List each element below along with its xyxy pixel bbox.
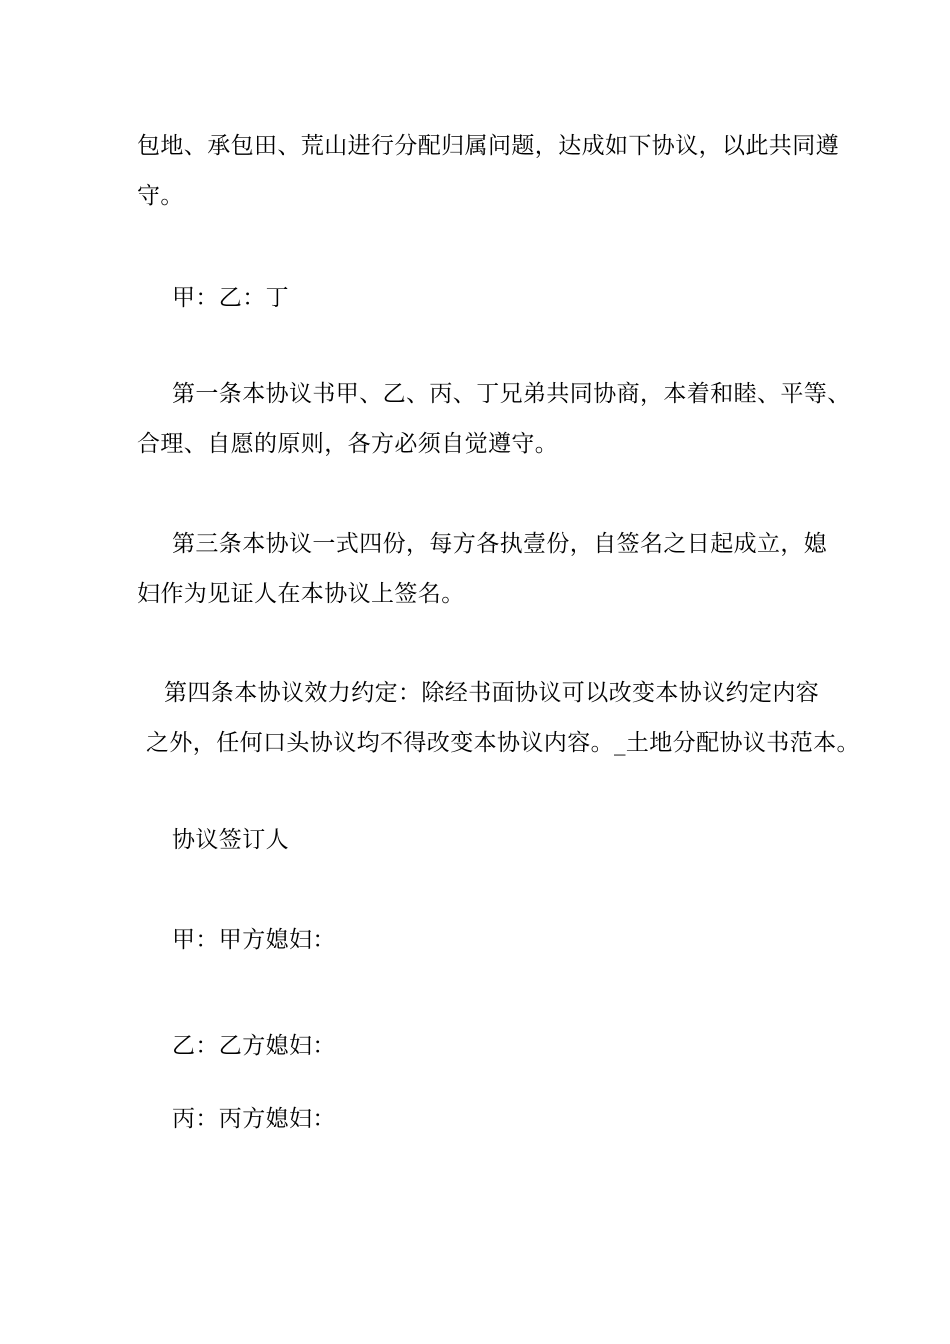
article-3-line-2: 妇作为见证人在本协议上签名。 xyxy=(137,581,465,607)
intro-line-2: 守。 xyxy=(137,183,184,209)
article-1-line-1: 第一条本协议书甲、乙、丙、丁兄弟共同协商，本着和睦、平等、 xyxy=(172,381,851,407)
signatory-yi: 乙：乙方媳妇： xyxy=(172,1033,336,1059)
signatory-jia: 甲：甲方媳妇： xyxy=(172,927,336,953)
intro-line-1: 包地、承包田、荒山进行分配归属问题，达成如下协议，以此共同遵 xyxy=(137,133,839,159)
article-4-line-2: 之外，任何口头协议均不得改变本协议内容。_土地分配协议书范本。 xyxy=(146,730,860,756)
parties-line: 甲：乙：丁 xyxy=(172,285,289,311)
signatory-bing: 丙：丙方媳妇： xyxy=(172,1106,336,1132)
article-4-line-1: 第四条本协议效力约定：除经书面协议可以改变本协议约定内容 xyxy=(164,680,820,706)
article-3-line-1: 第三条本协议一式四份，每方各执壹份，自签名之日起成立，媳 xyxy=(172,531,828,557)
article-1-line-2: 合理、自愿的原则，各方必须自觉遵守。 xyxy=(137,431,559,457)
signatories-heading: 协议签订人 xyxy=(172,827,289,853)
